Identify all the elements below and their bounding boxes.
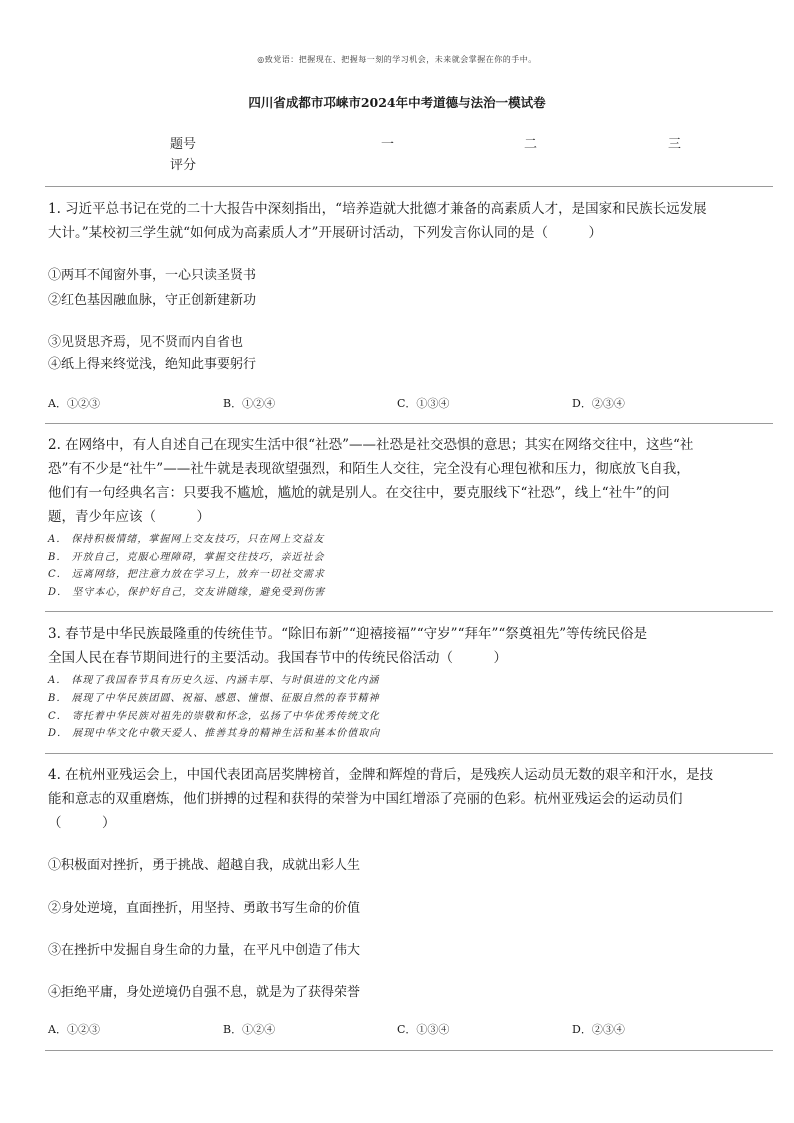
score-row-label-number: 题号 <box>170 137 197 152</box>
statement: ②红色基因融血脉，守正创新建新功 <box>48 293 257 308</box>
question-3-stem <box>48 622 748 670</box>
score-col-2: 二 <box>524 137 538 152</box>
option-c[interactable]: C． 远离网络，把注意力放在学习上，放弃一切社交需求 <box>48 569 325 580</box>
option-d[interactable]: D．②③④ <box>572 1023 625 1036</box>
stem-line: 1. 习近平总书记在党的二十大报告中深刻指出，“培养造就大批德才兼备的高素质人才，是国家和民族长远发展 <box>48 201 707 217</box>
option-a[interactable]: A． 保持积极情绪，掌握网上交友技巧，只在网上交益友 <box>48 534 325 545</box>
statement: ④纸上得来终觉浅，绝知此事要躬行 <box>48 357 257 372</box>
header-motto: ◎致党语：把握现在、把握每一刻的学习机会，未来就会掌握在你的手中。 <box>257 55 537 64</box>
divider <box>45 186 773 187</box>
divider <box>45 423 773 424</box>
statement: ②身处逆境，直面挫折，用坚持、勇敢书写生命的价值 <box>48 901 361 916</box>
score-row-label-score: 评分 <box>170 158 197 173</box>
option-c[interactable]: C． 寄托着中华民族对祖先的崇敬和怀念，弘扬了中华优秀传统文化 <box>48 711 380 722</box>
statement: ③见贤思齐焉，见不贤而内自省也 <box>48 335 244 350</box>
stem-line: 3. 春节是中华民族最隆重的传统佳节。“除旧布新”“迎禧接福”“守岁”“拜年”“祭奠祖先”等传统民俗是 <box>48 626 648 642</box>
score-col-1: 一 <box>381 137 395 152</box>
divider <box>45 611 773 612</box>
option-d[interactable]: D． 展现中华文化中敬天爱人、推善其身的精神生活和基本价值取向 <box>48 728 381 739</box>
option-b[interactable]: B．①②④ <box>223 397 276 410</box>
score-col-3: 三 <box>668 137 682 152</box>
statement: ①积极面对挫折，勇于挑战、超越自我，成就出彩人生 <box>48 858 361 873</box>
option-a[interactable]: A． 体现了我国春节具有历史久远、内涵丰厚、与时俱进的文化内涵 <box>48 675 380 686</box>
page-title: 四川省成都市邛崃市2024年中考道德与法治一模试卷 <box>248 95 546 110</box>
stem-line: 2. 在网络中，有人自述自己在现实生活中很“社恐”——社恐是社交恐惧的意思；其实在网络交往中，这些“社 <box>48 437 694 453</box>
stem-line: 能和意志的双重磨炼，他们拼搏的过程和获得的荣誉为中国红增添了亮丽的色彩。杭州亚残运会的运动员们 <box>48 791 683 807</box>
divider <box>45 1050 773 1051</box>
stem-line: 恐”有不少是“社牛”——社牛就是表现欲望强烈，和陌生人交往，完全没有心理包袱和压力，彻底放飞自我， <box>48 461 690 477</box>
statement: ④拒绝平庸，身处逆境仍自强不息，就是为了获得荣誉 <box>48 985 361 1000</box>
option-c[interactable]: C．①③④ <box>397 1023 450 1036</box>
divider <box>45 753 773 754</box>
option-b[interactable]: B． 展现了中华民族团圆、祝福、感恩、憧憬、征服自然的春节精神 <box>48 693 380 704</box>
option-b[interactable]: B． 开放自己，克服心理障碍，掌握交往技巧，亲近社会 <box>48 552 325 563</box>
option-b[interactable]: B．①②④ <box>223 1023 276 1036</box>
option-a[interactable]: A．①②③ <box>48 1023 100 1036</box>
stem-line: 全国人民在春节期间进行的主要活动。我国春节中的传统民俗活动（ ） <box>48 650 507 666</box>
stem-line: 题，青少年应该（ ） <box>48 509 210 525</box>
option-a[interactable]: A．①②③ <box>48 397 100 410</box>
question-4-stem <box>48 763 748 835</box>
stem-line: 4. 在杭州亚残运会上，中国代表团高居奖牌榜首，金牌和辉煌的背后，是残疾人运动员无数的艰辛和汗水，是技 <box>48 767 714 783</box>
option-d[interactable]: D． 坚守本心，保护好自己，交友讲随缘，避免受到伤害 <box>48 587 326 598</box>
stem-line: （ ） <box>48 815 116 831</box>
statement: ③在挫折中发掘自身生命的力量，在平凡中创造了伟大 <box>48 943 361 958</box>
question-1-stem <box>48 197 748 245</box>
stem-line: 大计。”某校初三学生就“如何成为高素质人才”开展研讨活动，下列发言你认同的是（ ） <box>48 225 602 241</box>
question-2-stem <box>48 433 748 529</box>
statement: ①两耳不闻窗外事，一心只读圣贤书 <box>48 268 257 283</box>
stem-line: 他们有一句经典名言：只要我不尴尬，尴尬的就是别人。在交往中，要克服线下“社恐”，线上“社牛”的问 <box>48 485 670 501</box>
option-d[interactable]: D．②③④ <box>572 397 625 410</box>
option-c[interactable]: C．①③④ <box>397 397 450 410</box>
